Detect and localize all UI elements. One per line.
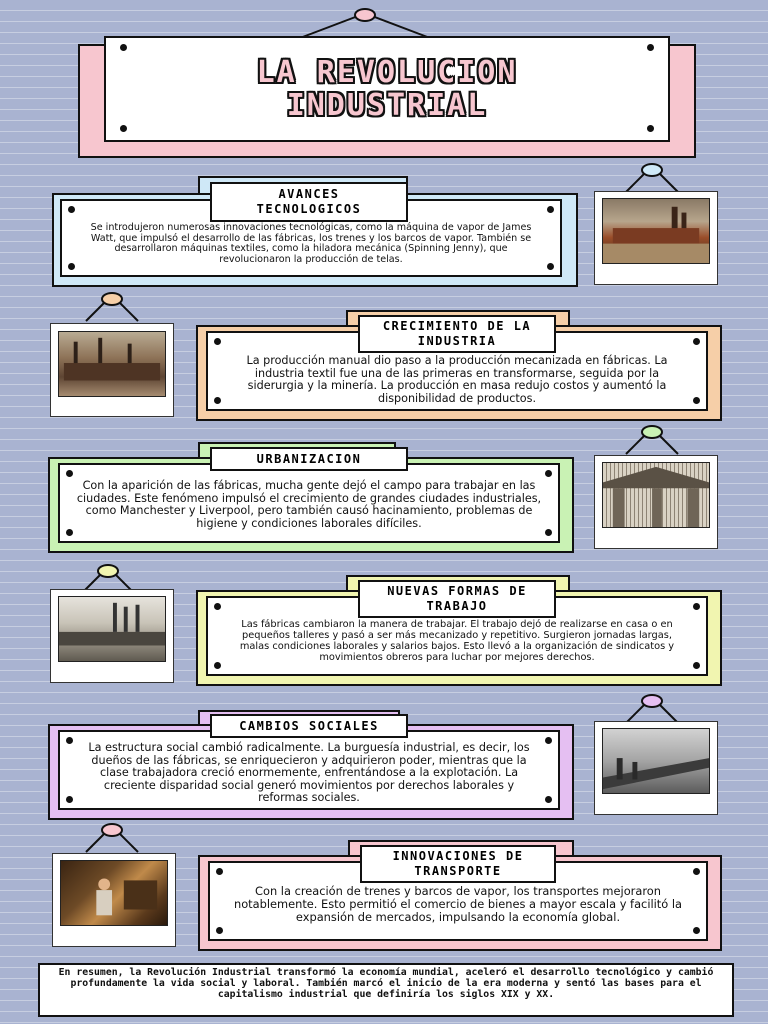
workers-painting-photo (60, 860, 168, 926)
textile-mill-photo (602, 728, 710, 794)
corner-dot (693, 927, 700, 934)
photo-hanger (616, 162, 688, 194)
photo-frame (594, 455, 718, 549)
corner-dot (545, 470, 552, 477)
photo-frame (594, 191, 718, 285)
section-heading: URBANIZACION (210, 447, 408, 471)
corner-dot (120, 125, 127, 132)
corner-dot (66, 470, 73, 477)
corner-dot (545, 529, 552, 536)
page-title (106, 56, 668, 122)
photo-hanger (616, 424, 688, 456)
corner-dot (214, 603, 221, 610)
section-heading: AVANCES TECNOLOGICOS (210, 182, 408, 222)
section-body-text: La producción manual dio paso a la producción mecanizada en fábricas. La industria textil fue una de las primeras en transformarse, seguida por la siderurgia y la minería. La producción en masa redujo costos y aumentó la disponibilidad de productos. (246, 354, 668, 405)
title-hanger (290, 6, 440, 40)
section-body-text: Se introdujeron numerosas innovaciones tecnológicas, como la máquina de vapor de James Watt, que impulsó el desarrollo de las fábricas, los trenes y los barcos de vapor. También se desarrollaron máquinas textiles, como la hiladora mecánica (Spinning Jenny), que revolucionaron la producción de telas. (90, 222, 532, 266)
photo-frame (50, 589, 174, 683)
photo-hanger (76, 291, 148, 323)
corner-dot (66, 796, 73, 803)
section-body-text: Las fábricas cambiaron la manera de trabajar. El trabajo dejó de realizarse en casa o en pequeños talleres y pasó a ser más mecanizado y repetitivo. Surgieron jornadas largas, malas condiciones laborales y salarios bajos. Esto llevó a la organización de sindicatos y movimientos obreros para luchar por mejores derechos. (239, 619, 675, 663)
summary-text: En resumen, la Revolución Industrial transformó la economía mundial, aceleró el desarrollo tecnológico y cambió profundamente la vida social y laboral. También marcó el inicio de la era moderna y sentó las bases para el capitalismo industrial que definiría los siglos XIX y XX. (58, 967, 714, 1000)
corner-dot (693, 868, 700, 875)
factory-photo (602, 198, 710, 264)
title-card (104, 36, 670, 142)
corner-dot (693, 338, 700, 345)
corner-dot (545, 737, 552, 744)
title-line-2: INDUSTRIAL (286, 88, 488, 123)
corner-dot (693, 662, 700, 669)
corner-dot (545, 796, 552, 803)
factory-engraving-photo (58, 596, 166, 662)
corner-dot (214, 397, 221, 404)
corner-dot (693, 397, 700, 404)
photo-frame (594, 721, 718, 815)
section-body-text: La estructura social cambió radicalmente. La burguesía industrial, es decir, los dueños de las fábricas, se enriquecieron y adquirieron poder, mientras que la clase trabajadora creció enormemente, enfrentándose a la explotación. La creciente disparidad social generó movimientos por derechos laborales y reformas sociales. (88, 741, 530, 805)
section-card (58, 730, 560, 810)
section-body-text: Con la creación de trenes y barcos de vapor, los transportes mejoraron notablemente. Esto permitió el comercio de bienes a mayor escala y facilitó la expansión de mercados, impulsando la economía global. (233, 884, 683, 924)
photo-hanger (76, 822, 148, 854)
corner-dot (66, 737, 73, 744)
corner-dot (68, 206, 75, 213)
photo-frame (52, 853, 176, 947)
corner-dot (216, 927, 223, 934)
summary-box (38, 963, 734, 1017)
corner-dot (647, 44, 654, 51)
photo-frame (50, 323, 174, 417)
corner-dot (120, 44, 127, 51)
corner-dot (66, 529, 73, 536)
corner-dot (547, 263, 554, 270)
corner-dot (214, 662, 221, 669)
city-engraving-photo (602, 462, 710, 528)
corner-dot (216, 868, 223, 875)
corner-dot (647, 125, 654, 132)
section-heading: NUEVAS FORMAS DE TRABAJO (358, 580, 556, 618)
section-card (58, 463, 560, 543)
section-heading: INNOVACIONES DE TRANSPORTE (360, 845, 556, 883)
title-line-1: LA REVOLUCION (256, 55, 518, 90)
corner-dot (547, 206, 554, 213)
section-heading: CRECIMIENTO DE LA INDUSTRIA (358, 315, 556, 353)
section-body-text: Con la aparición de las fábricas, mucha gente dejó el campo para trabajar en las ciudades. Este fenómeno impulsó el crecimiento de grandes ciudades industriales, como Manchester y Liverpool, pero también causó hacinamiento, problemas de higiene y condiciones laborales difíciles. (76, 479, 542, 530)
industry-photo (58, 331, 166, 397)
corner-dot (68, 263, 75, 270)
corner-dot (693, 603, 700, 610)
corner-dot (214, 338, 221, 345)
section-heading: CAMBIOS SOCIALES (210, 714, 408, 738)
